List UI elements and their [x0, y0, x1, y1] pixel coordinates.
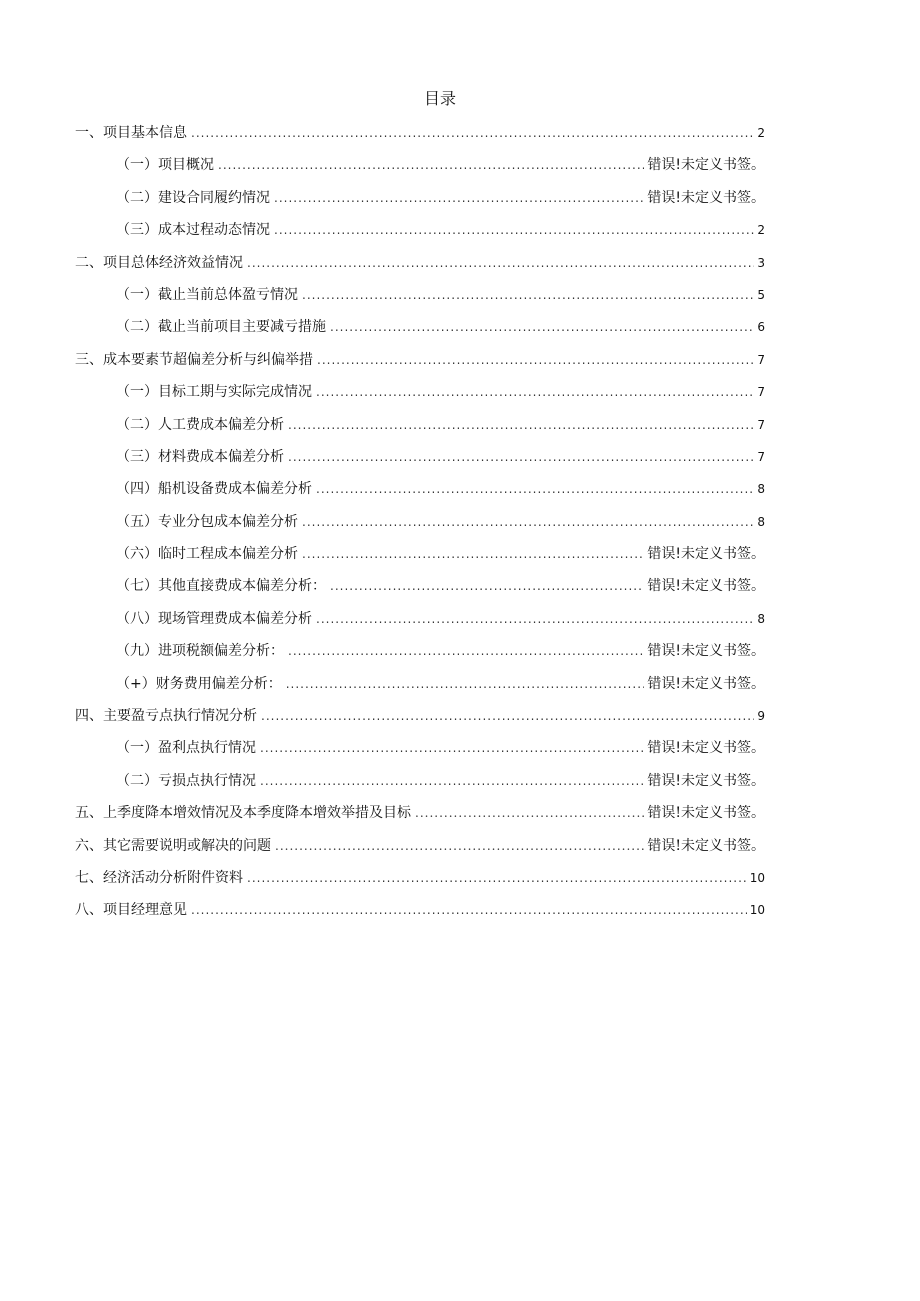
toc-entry-label: （五）专业分包成本偏差分析: [116, 513, 298, 530]
toc-entry-label: 一、项目基本信息: [75, 125, 187, 141]
toc-entry-label: （四）船机设备费成本偏差分析: [116, 481, 312, 498]
toc-entry[interactable]: [75, 506, 765, 538]
toc-entry-label: （一）截止当前总体盈亏情况: [116, 286, 298, 303]
toc-entry[interactable]: [75, 635, 765, 667]
toc-entry[interactable]: [75, 279, 765, 311]
toc-entry[interactable]: [75, 668, 765, 700]
toc-leader-dots: [191, 117, 754, 149]
toc-entry-label: （八）现场管理费成本偏差分析: [116, 610, 312, 627]
toc-entry-page: 错误!未定义书签。: [647, 546, 765, 563]
toc-entry-label: 八、项目经理意见: [75, 902, 187, 919]
toc-leader-dots: [274, 182, 644, 214]
toc-leader-dots: [191, 894, 747, 926]
toc-entry-label: （二）建设合同履约情况: [116, 189, 270, 206]
toc-entry-label: （三）成本过程动态情况: [116, 222, 270, 239]
toc-entry[interactable]: [75, 247, 765, 279]
toc-leader-dots: [316, 473, 754, 505]
toc-entry[interactable]: [75, 311, 765, 343]
toc-entry[interactable]: [75, 473, 765, 505]
toc-entry-page: 错误!未定义书签。: [647, 675, 765, 692]
toc-entry-label: 四、主要盈亏点执行情况分析: [75, 708, 257, 725]
toc-entry-page: 2: [757, 126, 765, 140]
toc-entry[interactable]: [75, 149, 765, 181]
toc-entry-label: （一）项目概况: [116, 157, 214, 174]
toc-entry-label: 二、项目总体经济效益情况: [75, 254, 243, 271]
toc-leader-dots: [316, 376, 754, 408]
toc-entry[interactable]: [75, 797, 765, 829]
toc-entry-label: （一）盈利点执行情况: [116, 740, 256, 757]
toc-entry-page: 7: [757, 417, 765, 432]
toc-leader-dots: [415, 797, 644, 829]
toc-entry-page: 错误!未定义书签。: [647, 643, 765, 660]
toc-entry-page: 2: [757, 223, 765, 238]
toc-entry-page: 10: [749, 870, 765, 885]
toc-entry-page: 错误!未定义书签。: [647, 805, 765, 822]
toc-entry-page: 9: [757, 709, 765, 724]
toc-entry-page: 6: [757, 320, 765, 335]
toc-leader-dots: [261, 700, 754, 732]
toc-entry[interactable]: [75, 117, 765, 149]
toc-leader-dots: [275, 830, 644, 862]
toc-entry-page: 8: [757, 482, 765, 497]
table-of-contents: [75, 117, 765, 927]
toc-entry-page: 8: [757, 514, 765, 529]
toc-leader-dots: [218, 149, 644, 181]
toc-entry[interactable]: [75, 376, 765, 408]
toc-leader-dots: [247, 247, 754, 279]
toc-leader-dots: [316, 603, 754, 635]
toc-entry-label: （七）其他直接费成本偏差分析：: [116, 578, 326, 595]
toc-leader-dots: [302, 538, 644, 570]
toc-entry-label: （六）临时工程成本偏差分析: [116, 546, 298, 563]
toc-entry[interactable]: [75, 570, 765, 602]
toc-entry-page: 错误!未定义书签。: [647, 189, 765, 206]
toc-entry-label: （二）人工费成本偏差分析: [116, 416, 284, 433]
toc-entry[interactable]: [75, 894, 765, 926]
toc-entry-label: 七、经济活动分析附件资料: [75, 869, 243, 886]
toc-entry[interactable]: [75, 182, 765, 214]
toc-entry-label: （二）亏损点执行情况: [116, 772, 256, 789]
toc-leader-dots: [288, 635, 644, 667]
toc-leader-dots: [288, 441, 754, 473]
toc-leader-dots: [330, 570, 644, 602]
toc-entry-label: 六、其它需要说明或解决的问题: [75, 837, 271, 854]
toc-entry[interactable]: [75, 441, 765, 473]
toc-entry-label: 五、上季度降本增效情况及本季度降本增效举措及目标: [75, 805, 411, 822]
toc-entry-page: 10: [749, 903, 765, 918]
toc-entry[interactable]: [75, 830, 765, 862]
toc-entry-page: 错误!未定义书签。: [647, 740, 765, 757]
toc-entry[interactable]: [75, 603, 765, 635]
toc-entry[interactable]: [75, 538, 765, 570]
toc-entry-page: 7: [757, 385, 765, 400]
toc-entry-label: （+）财务费用偏差分析：: [116, 675, 282, 692]
toc-leader-dots: [302, 279, 754, 311]
toc-leader-dots: [317, 344, 754, 376]
toc-leader-dots: [260, 765, 644, 797]
toc-entry-page: 8: [757, 611, 765, 626]
toc-leader-dots: [260, 732, 644, 764]
toc-entry-page: 7: [757, 449, 765, 464]
toc-entry[interactable]: [75, 862, 765, 894]
toc-leader-dots: [274, 214, 754, 246]
toc-leader-dots: [330, 311, 754, 343]
toc-entry-page: 错误!未定义书签。: [647, 772, 765, 789]
toc-entry-page: 3: [757, 255, 765, 270]
toc-entry-page: 5: [757, 287, 765, 302]
toc-leader-dots: [302, 506, 754, 538]
toc-leader-dots: [247, 862, 747, 894]
toc-entry[interactable]: [75, 344, 765, 376]
toc-entry-page: 错误!未定义书签。: [647, 578, 765, 595]
toc-entry-page: 错误!未定义书签。: [647, 157, 765, 174]
toc-leader-dots: [286, 668, 645, 700]
toc-entry-page: 错误!未定义书签。: [647, 837, 765, 854]
toc-entry-label: 三、成本要素节超偏差分析与纠偏举措: [75, 351, 313, 368]
toc-entry-page: 7: [757, 352, 765, 367]
toc-entry[interactable]: [75, 765, 765, 797]
toc-entry-label: （二）截止当前项目主要减亏措施: [116, 319, 326, 336]
toc-title: 目录: [423, 89, 456, 108]
toc-leader-dots: [288, 409, 754, 441]
toc-entry-label: （一）目标工期与实际完成情况: [116, 384, 312, 401]
toc-entry[interactable]: [75, 700, 765, 732]
toc-entry[interactable]: [75, 732, 765, 764]
toc-entry[interactable]: [75, 409, 765, 441]
toc-entry-label: （九）进项税额偏差分析：: [116, 643, 284, 660]
toc-entry[interactable]: [75, 214, 765, 246]
toc-entry-label: （三）材料费成本偏差分析: [116, 448, 284, 465]
